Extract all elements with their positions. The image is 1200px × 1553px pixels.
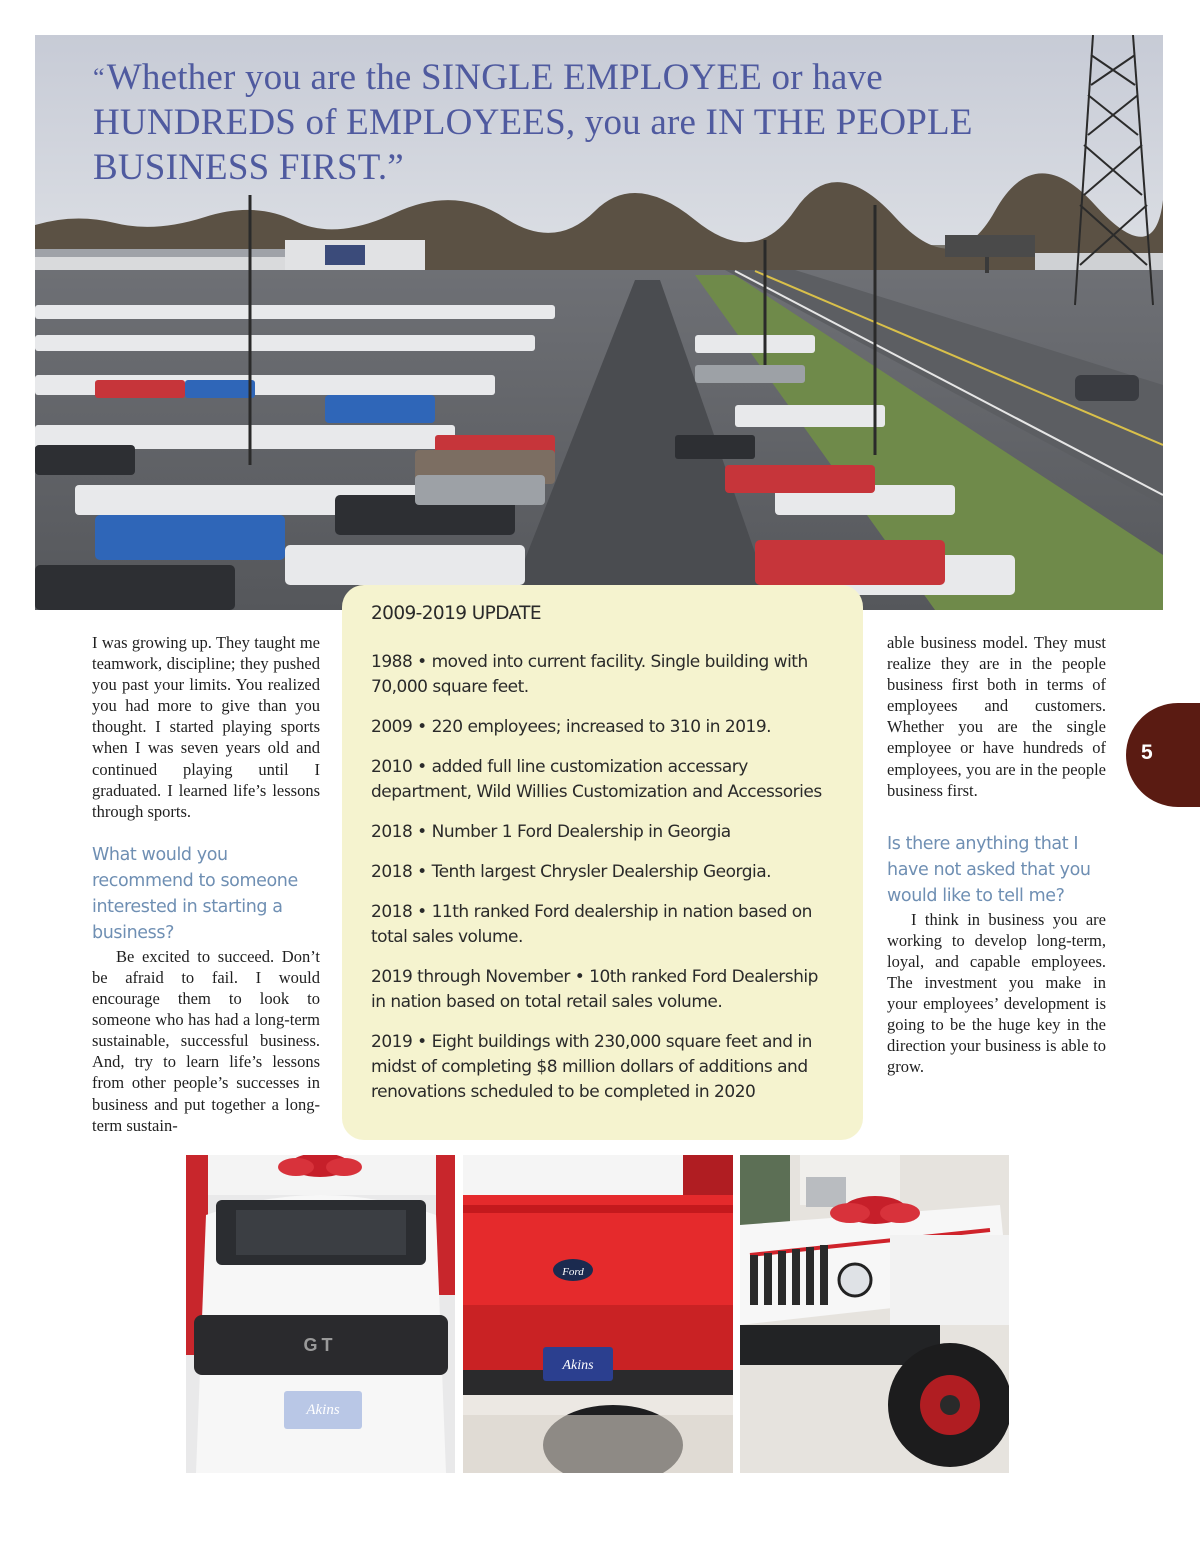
- white-jeep-with-bow-photo: [740, 1155, 1009, 1473]
- left-paragraph-1: I was growing up. They taught me teamwork, discipline; they pushed you past your limits. You realized you had more to give than you thought. I started playing sports when I was seven years old and continued playing until I graduated. I learned life’s lessons through sports.: [92, 633, 320, 821]
- photo-red-ford-truck: [463, 1155, 733, 1473]
- update-entry: 2018 • 11th ranked Ford dealership in nation based on total sales volume.: [371, 902, 812, 947]
- update-box-title: 2009-2019 UPDATE: [371, 603, 541, 624]
- red-ford-truck-rear-photo: [463, 1155, 733, 1473]
- update-entry: 2018 • Number 1 Ford Dealership in Georgia: [371, 822, 731, 842]
- ford-badge: Ford: [562, 1266, 584, 1278]
- left-column: [92, 632, 320, 1136]
- update-entry: 1988 • moved into current facility. Single building with 70,000 square feet.: [371, 652, 808, 697]
- pull-quote-text: Whether you are the SINGLE EMPLOYEE or have HUNDREDS of EMPLOYEES, you are IN THE PEOPLE BUSINESS FIRST.”: [93, 57, 973, 188]
- page-number-tab: [1126, 703, 1200, 807]
- left-paragraph-2: Be excited to succeed. Don’t be afraid to fail. I would encourage them to look to someone who has had a long-term sustainable, successful business. And, try to learn life’s lessons from other people’s successes in business and put together a long- term sustain-: [92, 946, 320, 1135]
- update-entry: 2009 • 220 employees; increased to 310 in 2019.: [371, 717, 772, 737]
- update-entry: 2018 • Tenth largest Chrysler Dealership Georgia.: [371, 862, 772, 882]
- photo-white-jeep: [740, 1155, 1009, 1473]
- hero-photo: [35, 35, 1163, 610]
- plate-text: Akins: [306, 1402, 340, 1418]
- right-column: [887, 632, 1106, 1078]
- gt-badge: GT: [303, 1335, 337, 1355]
- update-entry: 2019 • Eight buildings with 230,000 square feet and in midst of completing $8 million dollars of additions and renovations scheduled to be completed in 2020: [371, 1032, 812, 1102]
- photo-white-mustang: [186, 1155, 455, 1473]
- update-box: [342, 585, 863, 1140]
- plate-text: Akins: [562, 1358, 594, 1373]
- right-question-heading: Is there anything that I have not asked that you would like to tell me?: [887, 833, 1091, 906]
- update-entry: 2019 through November • 10th ranked Ford Dealership in nation based on total retail sales volume.: [371, 967, 818, 1012]
- right-paragraph-2: I think in business you are working to develop long-term, loyal, and capable employees. The investment you make in your employees’ development is going to be the huge key in the direction your business is able to grow.: [887, 909, 1106, 1077]
- right-paragraph-1: able business model. They must realize they are in the people business first both in terms of employees and customers. Whether you are the single employee or have hundreds of employees, you are in the people business first.: [887, 633, 1106, 800]
- pull-quote: [93, 55, 973, 190]
- quote-mark: “: [93, 63, 105, 92]
- white-mustang-rear-photo: [186, 1155, 455, 1473]
- left-question-heading: What would you recommend to someone interested in starting a business?: [92, 844, 298, 943]
- update-entry: 2010 • added full line customization accessary department, Wild Willies Customization and Accessories: [371, 757, 822, 802]
- page-number: 5: [1141, 741, 1153, 764]
